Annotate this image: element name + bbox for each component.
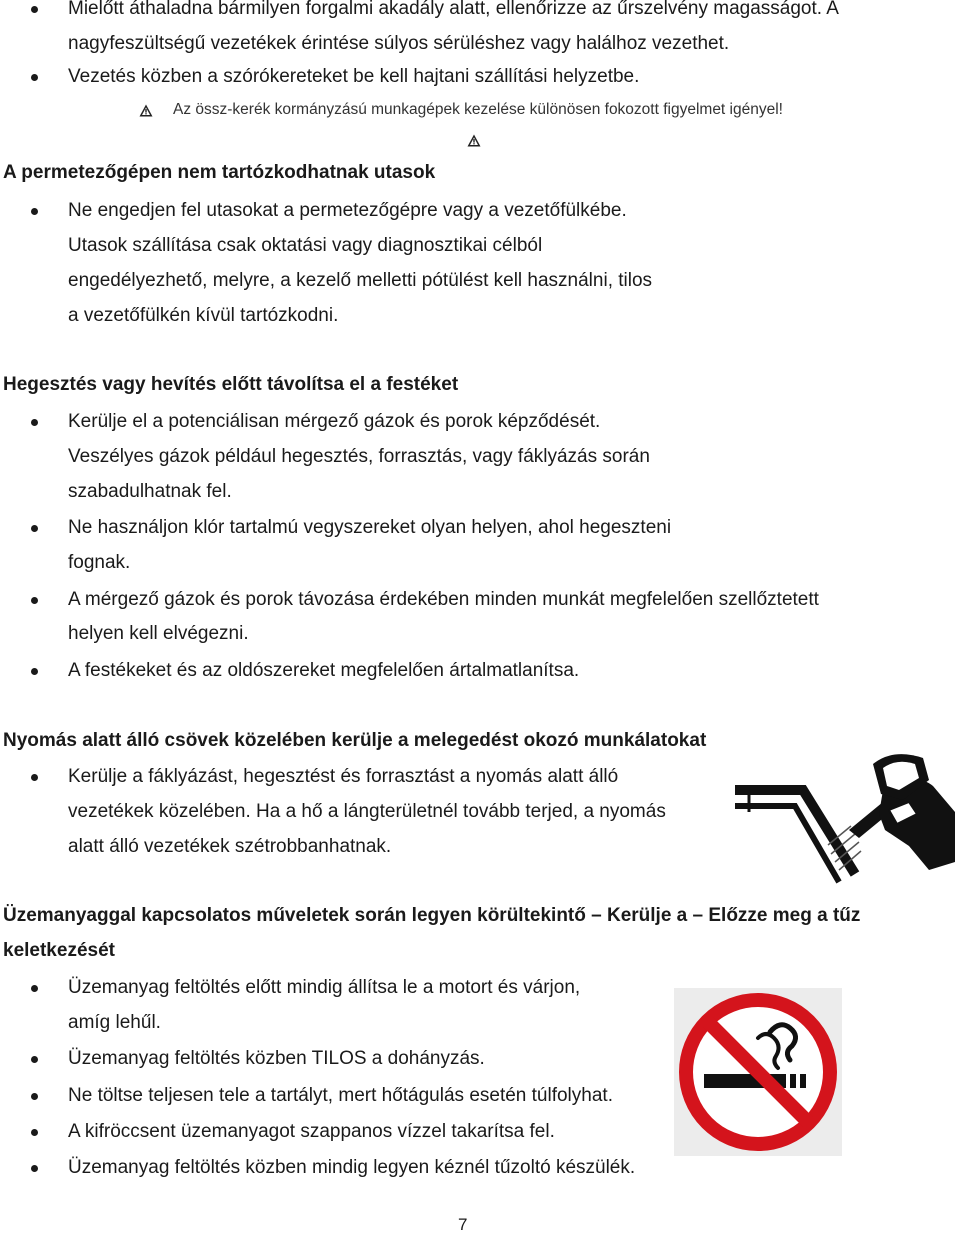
paragraph-line: Ne töltse teljesen tele a tartályt, mert hőtágulás esetén túlfolyhat.: [68, 1085, 613, 1106]
bullet: [31, 597, 38, 604]
paragraph-line: vezetékek közelében. Ha a hő a lángterületnél tovább terjed, a nyomás: [68, 801, 666, 822]
section-heading: Hegesztés vagy hevítés előtt távolítsa el a festéket: [3, 374, 459, 395]
paragraph-line: Üzemanyag feltöltés előtt mindig állítsa le a motort és várjon,: [68, 977, 581, 998]
paragraph-line: Ne engedjen fel utasokat a permetezőgépre vagy a vezetőfülkébe.: [68, 200, 627, 221]
warning-triangle-icon: [139, 104, 153, 117]
bullet: [31, 1056, 38, 1063]
paragraph-line: engedélyezhető, melyre, a kezelő melletti pótülést kell használni, tilos: [68, 270, 653, 291]
paragraph-line: Utasok szállítása csak oktatási vagy diagnosztikai célból: [68, 235, 543, 256]
paragraph-line: amíg lehűl.: [68, 1012, 161, 1033]
bullet: [31, 774, 38, 781]
bullet: [31, 668, 38, 675]
bullet: [31, 208, 38, 215]
paragraph-line: alatt álló vezetékek szétrobbanhatnak.: [68, 836, 392, 857]
paragraph-line: Üzemanyag feltöltés közben TILOS a dohányzás.: [68, 1048, 485, 1069]
paragraph-line: Veszélyes gázok például hegesztés, forrasztás, vagy fáklyázás során: [68, 446, 650, 467]
section-heading: Nyomás alatt álló csövek közelében kerülje a melegedést okozó munkálatokat: [3, 730, 707, 751]
paragraph-line: fognak.: [68, 552, 131, 573]
bullet: [31, 6, 38, 13]
paragraph-line: szabadulhatnak fel.: [68, 481, 232, 502]
paragraph-line: Mielőtt áthaladna bármilyen forgalmi akadály alatt, ellenőrizze az űrszelvény magasságot. A: [68, 0, 839, 19]
bullet: [31, 985, 38, 992]
no-smoking-icon: [674, 988, 842, 1156]
bullet: [31, 525, 38, 532]
paragraph-line: A mérgező gázok és porok távozása érdekében minden munkát megfelelően szellőztetett: [68, 589, 819, 610]
paragraph-line: Kerülje a fáklyázást, hegesztést és forrasztást a nyomás alatt álló: [68, 766, 619, 787]
section-heading: Üzemanyaggal kapcsolatos műveletek során legyen körültekintő – Kerülje a – Előzze meg a tűz: [3, 905, 861, 926]
section-heading: A permetezőgépen nem tartózkodhatnak utasok: [3, 162, 436, 183]
paragraph-line: A kifröccsent üzemanyagot szappanos vízzel takarítsa fel.: [68, 1121, 555, 1142]
paragraph-line: Vezetés közben a szórókereteket be kell hajtani szállítási helyzetbe.: [68, 66, 640, 87]
page-number: 7: [458, 1215, 468, 1234]
warning-note: Az össz-kerék kormányzású munkagépek kezelése különösen fokozott figyelmet igényel!: [173, 101, 783, 118]
welding-pipe-icon: [733, 750, 958, 890]
paragraph-line: Kerülje el a potenciálisan mérgező gázok és porok képződését.: [68, 411, 601, 432]
paragraph-line: a vezetőfülkén kívül tartózkodni.: [68, 305, 339, 326]
bullet: [31, 1093, 38, 1100]
bullet: [31, 419, 38, 426]
bullet: [31, 1165, 38, 1172]
paragraph-line: nagyfeszültségű vezetékek érintése súlyos sérüléshez vagy halálhoz vezethet.: [68, 33, 730, 54]
section-heading: keletkezését: [3, 940, 115, 961]
paragraph-line: Üzemanyag feltöltés közben mindig legyen kéznél tűzoltó készülék.: [68, 1157, 636, 1178]
paragraph-line: A festékeket és az oldószereket megfelelően ártalmatlanítsa.: [68, 660, 580, 681]
bullet: [31, 1129, 38, 1136]
paragraph-line: Ne használjon klór tartalmú vegyszereket olyan helyen, ahol hegeszteni: [68, 517, 672, 538]
warning-triangle-icon: [467, 134, 481, 147]
bullet: [31, 74, 38, 81]
paragraph-line: helyen kell elvégezni.: [68, 623, 249, 644]
